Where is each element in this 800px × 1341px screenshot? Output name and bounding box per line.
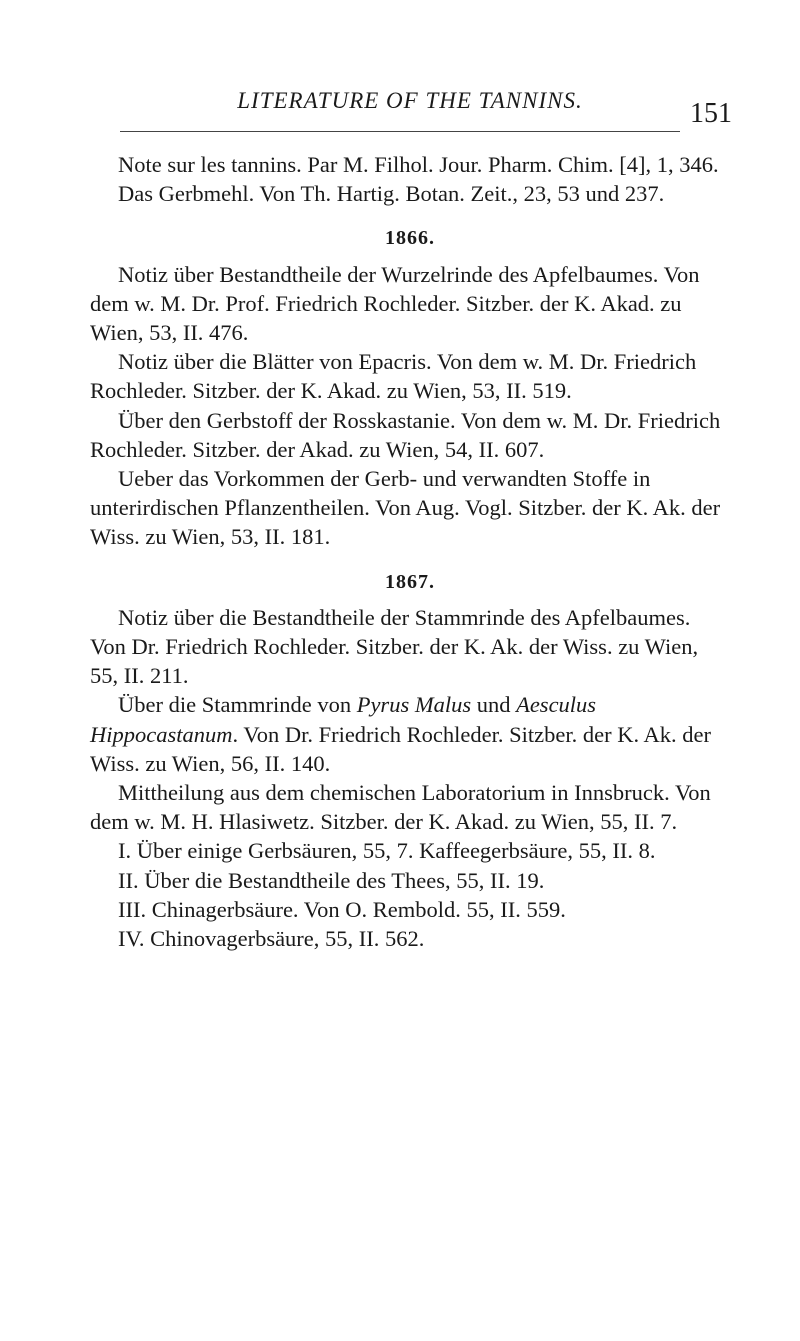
- bibliography-body: [90, 150, 730, 953]
- bibliography-entry: Das Gerbmehl. Von Th. Hartig. Botan. Zeit., 23, 53 und 237.: [118, 181, 665, 207]
- year-heading-1866: 1866.: [385, 227, 435, 250]
- species-name: Pyrus Malus: [356, 692, 472, 718]
- bibliography-entry: Note sur les tannins. Par M. Filhol. Jour. Pharm. Chim. [4], 1, 346.: [118, 152, 719, 177]
- entry-text: . Von Dr. Friedrich Rochleder. Sitzber. der K. Ak. der Wiss. zu Wien, 56, II. 140.: [90, 721, 711, 776]
- bibliography-entry: Notiz über Bestandtheile der Wurzelrinde des Apfelbaumes. Von dem w. M. Dr. Prof. Friedrich Rochleder. Sitzber. der K. Akad. zu Wien, 53, II. 476.: [90, 261, 700, 346]
- header-rule: [120, 131, 680, 132]
- bibliography-entry: I. Über einige Gerbsäuren, 55, 7. Kaffeegerbsäure, 55, II. 8.: [118, 838, 656, 864]
- bibliography-entry: [90, 690, 730, 778]
- bibliography-entry: Notiz über die Bestandtheile der Stammrinde des Apfelbaumes. Von Dr. Friedrich Rochleder. Sitzber. der K. Ak. der Wiss. zu Wien, 55, II. 211.: [90, 604, 699, 689]
- running-title: LITERATURE OF THE TANNINS.: [237, 88, 583, 113]
- bibliography-entry: II. Über die Bestandtheile des Thees, 55, II. 19.: [118, 867, 545, 893]
- bibliography-entry: Mittheilung aus dem chemischen Laboratorium in Innsbruck. Von dem w. M. H. Hlasiwetz. Sitzber. der K. Akad. zu Wien, 55, II. 7.: [90, 780, 711, 835]
- bibliography-entry: Ueber das Vorkommen der Gerb- und verwandten Stoffe in unterirdischen Pflanzentheilen. Von Aug. Vogl. Sitzber. der K. Ak. der Wiss. zu Wien, 53, II. 181.: [90, 466, 721, 550]
- page-number: 151: [690, 98, 732, 129]
- bibliography-entry: Über den Gerbstoff der Rosskastanie. Von dem w. M. Dr. Friedrich Rochleder. Sitzber. der Akad. zu Wien, 54, II. 607.: [90, 407, 721, 462]
- bibliography-entry: Notiz über die Blätter von Epacris. Von dem w. M. Dr. Friedrich Rochleder. Sitzber. der K. Akad. zu Wien, 53, II. 519.: [90, 349, 697, 404]
- entry-text: Über die Stammrinde von: [118, 692, 357, 718]
- year-heading-1867: 1867.: [385, 570, 435, 593]
- species-name: Aesculus Hippocastanum: [90, 692, 597, 747]
- entry-text: und: [471, 692, 517, 718]
- bibliography-entry: III. Chinagerbsäure. Von O. Rembold. 55, II. 559.: [118, 896, 566, 922]
- bibliography-entry: IV. Chinovagerbsäure, 55, II. 562.: [118, 926, 425, 952]
